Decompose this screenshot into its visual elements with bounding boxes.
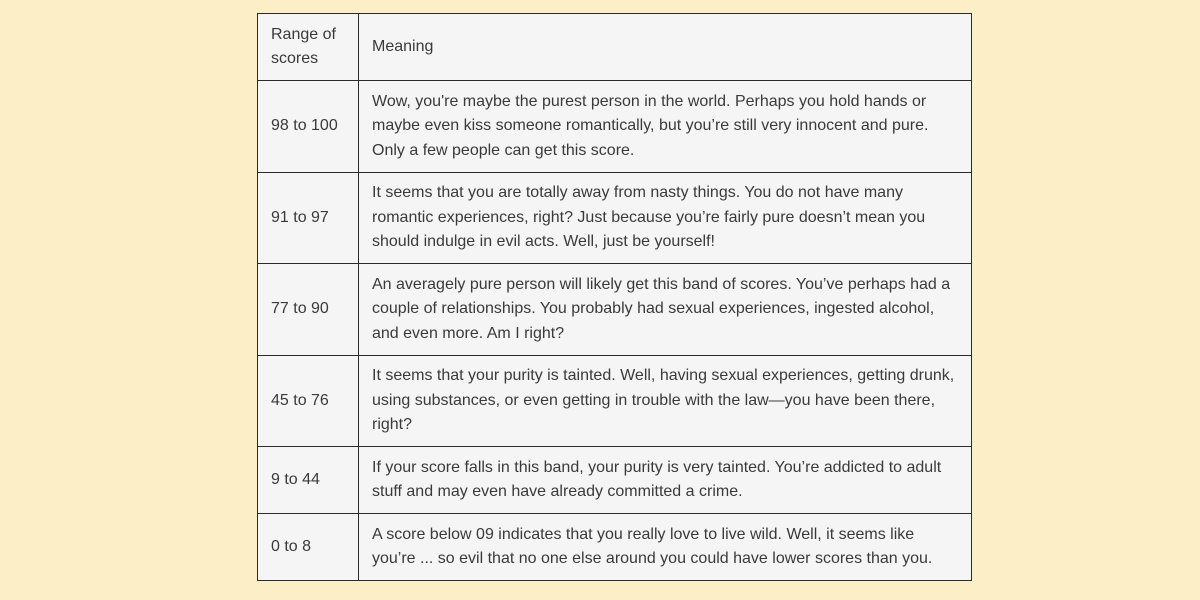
meaning-cell: It seems that you are totally away from nasty things. You do not have many romantic experiences, right? Just because you’re fairly pure doesn’t mean you should indulge in evil acts. Well, just be yourself! — [359, 172, 972, 264]
table-row — [258, 81, 972, 173]
range-cell: 0 to 8 — [258, 514, 359, 581]
score-table — [257, 13, 972, 581]
meaning-cell: If your score falls in this band, your purity is very tainted. You’re addicted to adult stuff and may even have already committed a crime. — [359, 447, 972, 514]
header-meaning: Meaning — [359, 14, 972, 81]
table-row — [258, 355, 972, 447]
range-cell: 77 to 90 — [258, 264, 359, 356]
meaning-cell: Wow, you're maybe the purest person in the world. Perhaps you hold hands or maybe even kiss someone romantically, but you’re still very innocent and pure. Only a few people can get this score. — [359, 81, 972, 173]
meaning-cell: An averagely pure person will likely get this band of scores. You’ve perhaps had a couple of relationships. You probably had sexual experiences, ingested alcohol, and even more. Am I right? — [359, 264, 972, 356]
meaning-cell: It seems that your purity is tainted. Well, having sexual experiences, getting drunk, using substances, or even getting in trouble with the law—you have been there, right? — [359, 355, 972, 447]
table-row — [258, 264, 972, 356]
range-cell: 91 to 97 — [258, 172, 359, 264]
range-cell: 45 to 76 — [258, 355, 359, 447]
table-row — [258, 514, 972, 581]
meaning-cell: A score below 09 indicates that you really love to live wild. Well, it seems like you’re ... so evil that no one else around you could have lower scores than you. — [359, 514, 972, 581]
table-header-row — [258, 14, 972, 81]
header-range: Range of scores — [258, 14, 359, 81]
range-cell: 9 to 44 — [258, 447, 359, 514]
table-row — [258, 447, 972, 514]
table-row — [258, 172, 972, 264]
range-cell: 98 to 100 — [258, 81, 359, 173]
